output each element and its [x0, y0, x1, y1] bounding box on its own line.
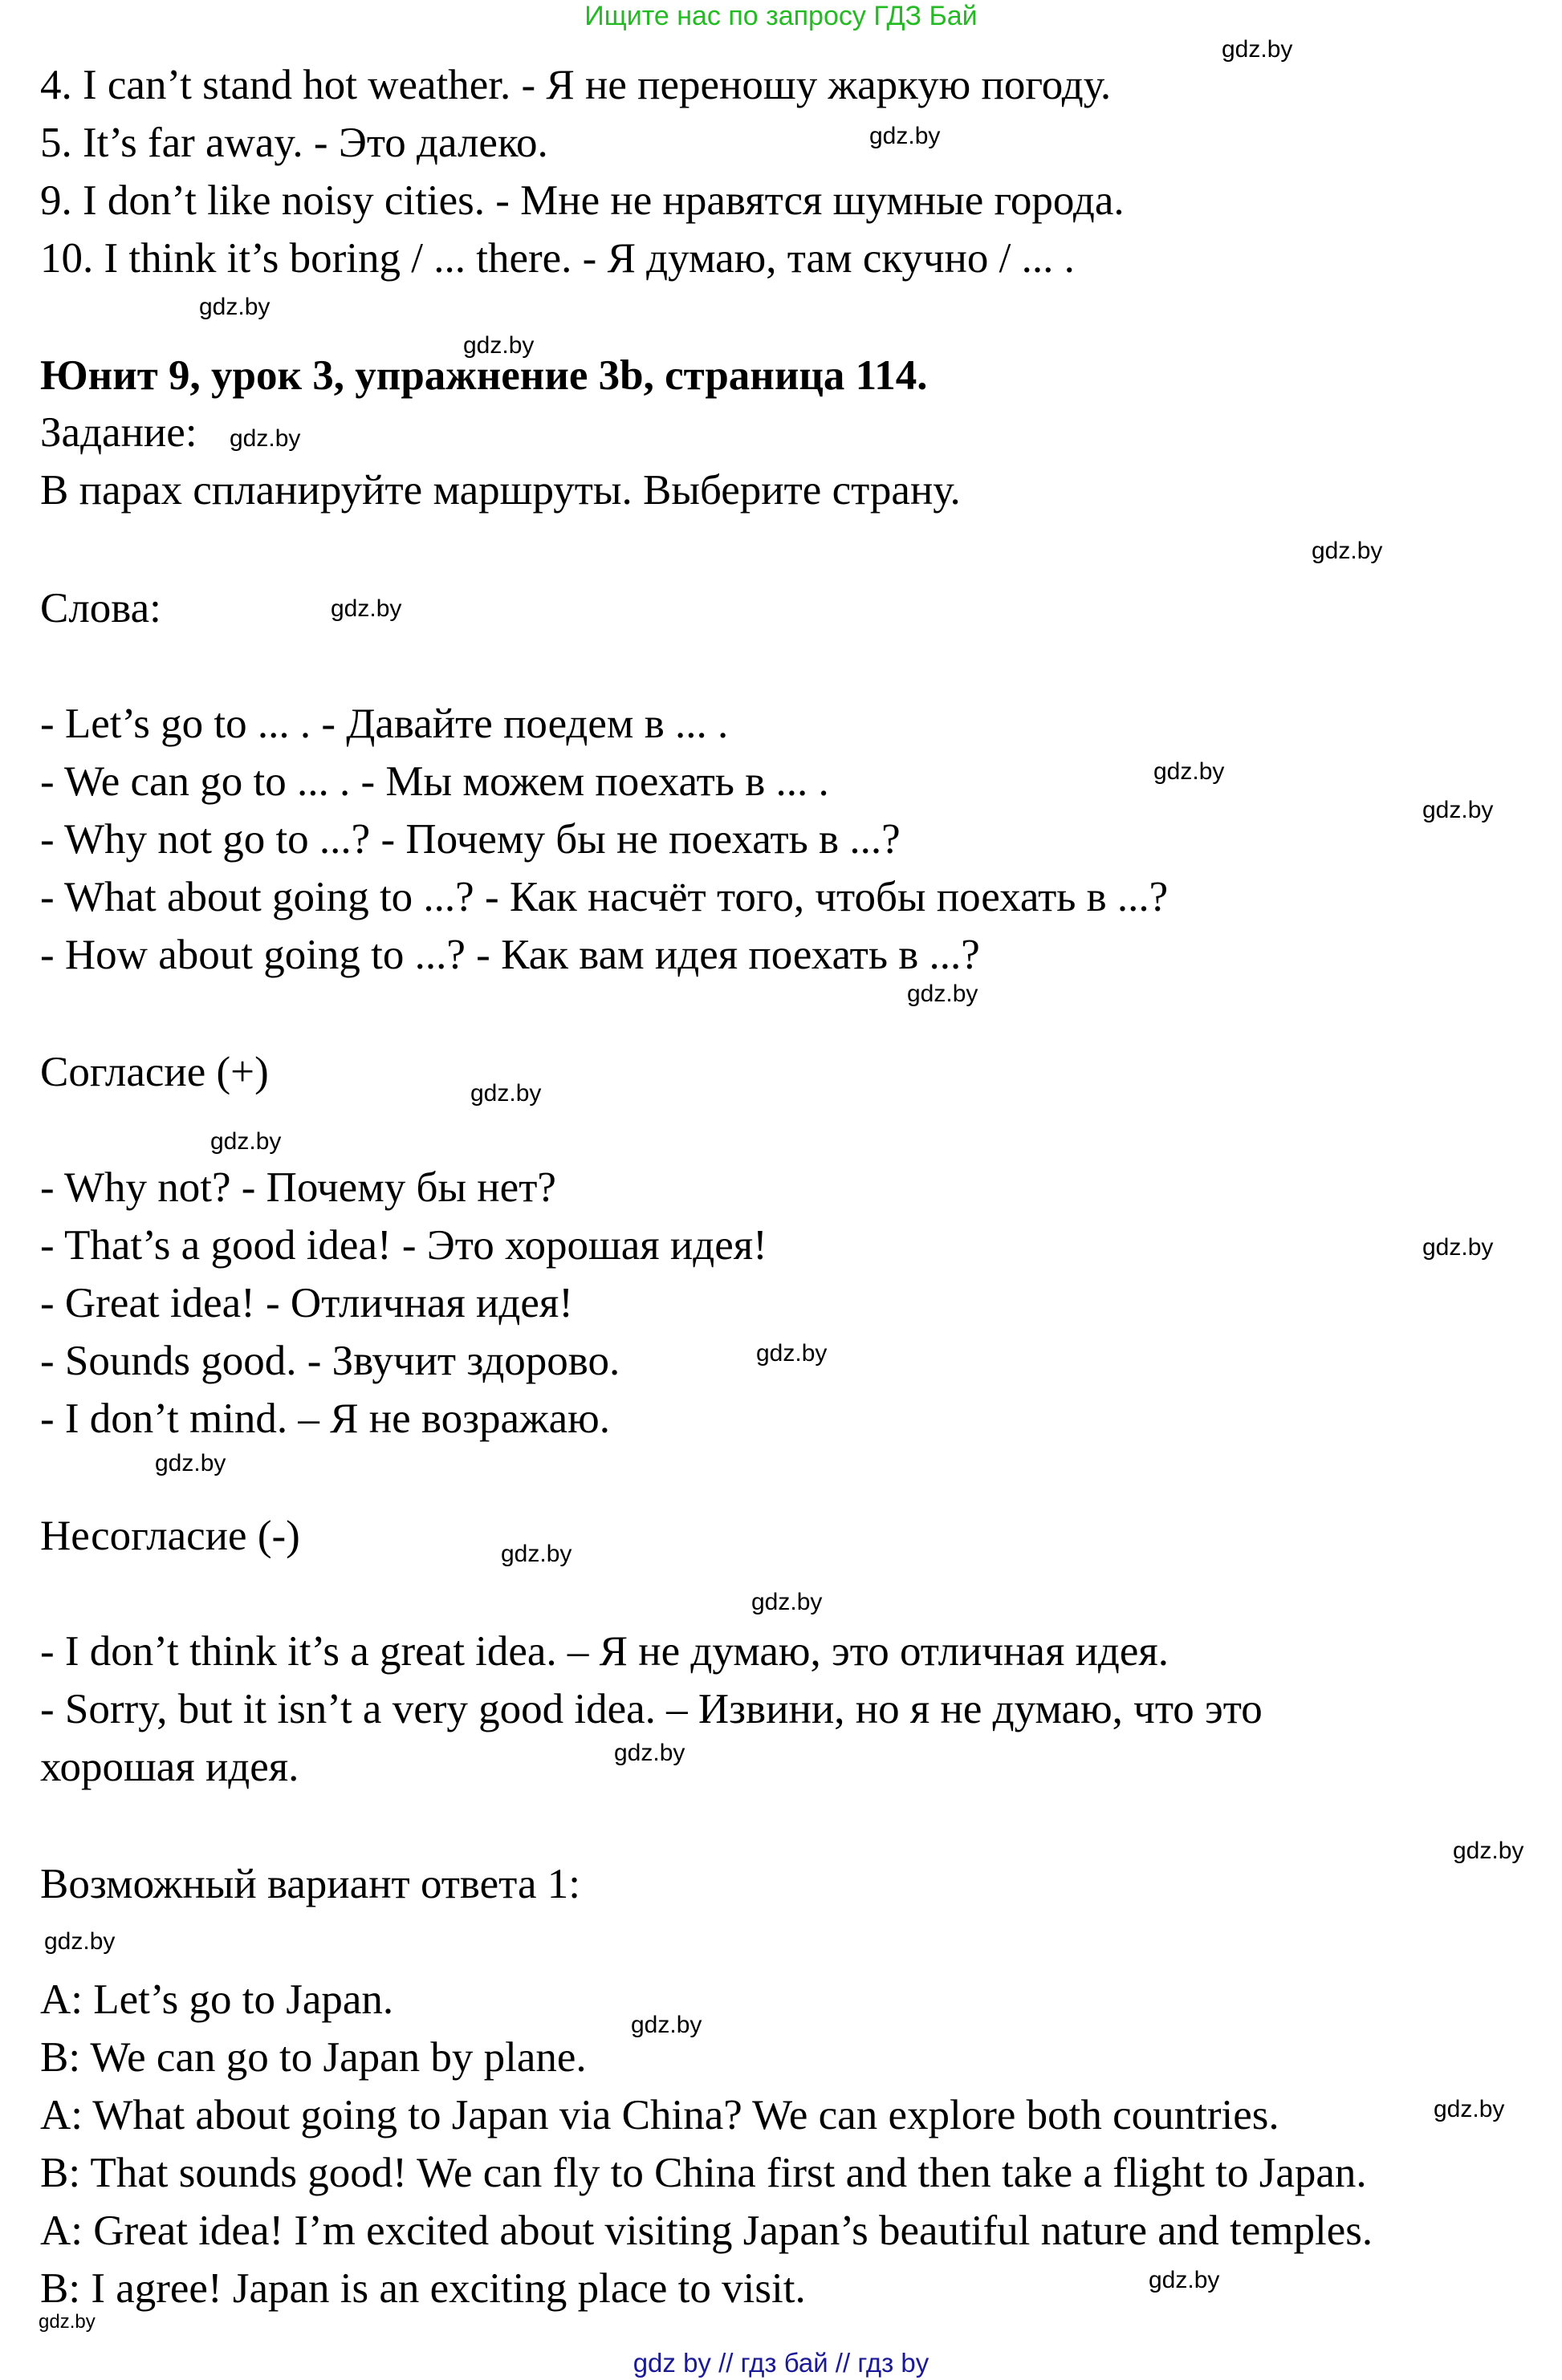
dialogue-line: A: Great idea! I’m excited about visiting Japan’s beautiful nature and temples. [40, 2207, 1373, 2254]
disagree-line: - I don’t think it’s a great idea. – Я не думаю, это отличная идея. [40, 1628, 1169, 1675]
watermark: gdz.by [155, 1450, 226, 1476]
disagree-line: хорошая идея. [40, 1744, 299, 1790]
watermark: gdz.by [501, 1541, 572, 1567]
watermark: gdz.by [1422, 797, 1494, 823]
watermark: gdz.by [1434, 2096, 1505, 2122]
watermark: gdz.by [39, 2311, 96, 2333]
task-text: В парах спланируйте маршруты. Выберите страну. [40, 467, 961, 514]
watermark: gdz.by [907, 981, 978, 1007]
exercise-heading: Юнит 9, урок 3, упражнение 3b, страница 114. [40, 352, 928, 399]
agree-line: - That’s a good idea! - Это хорошая идея! [40, 1222, 767, 1269]
watermark: gdz.by [1149, 2267, 1220, 2293]
watermark: gdz.by [631, 2012, 702, 2038]
disagree-line: - Sorry, but it isn’t a very good idea. – Извини, но я не думаю, что это [40, 1686, 1263, 1732]
phrase-line: - Why not go to ...? - Почему бы не поехать в ...? [40, 816, 901, 863]
phrase-line: - How about going to ...? - Как вам идея поехать в ...? [40, 932, 980, 978]
phrase-line: - We can go to ... . - Мы можем поехать в ... . [40, 758, 829, 805]
text-line: 5. It’s far away. - Это далеко. [40, 120, 548, 166]
watermark: gdz.by [1453, 1838, 1524, 1864]
footer-links[interactable]: gdz by // гдз бай // гдз by [633, 2348, 929, 2378]
watermark: gdz.by [199, 294, 271, 320]
dialogue-line: B: That sounds good! We can fly to China first and then take a flight to Japan. [40, 2150, 1367, 2196]
agree-label: Согласие (+) [40, 1049, 269, 1095]
watermark: gdz.by [230, 425, 301, 452]
watermark: gdz.by [751, 1589, 823, 1615]
watermark: gdz.by [869, 123, 941, 149]
dialogue-line: A: What about going to Japan via China? We can explore both countries. [40, 2092, 1279, 2138]
agree-line: - Sounds good. - Звучит здорово. [40, 1338, 620, 1384]
dialogue-line: A: Let’s go to Japan. [40, 1976, 394, 2023]
dialogue-line: B: We can go to Japan by plane. [40, 2034, 587, 2081]
text-line: 9. I don’t like noisy cities. - Мне не нравятся шумные города. [40, 177, 1125, 224]
phrase-line: - Let’s go to ... . - Давайте поедем в ... . [40, 701, 729, 747]
watermark: gdz.by [1422, 1234, 1494, 1261]
agree-line: - Why not? - Почему бы нет? [40, 1164, 556, 1211]
watermark: gdz.by [331, 595, 402, 622]
watermark: gdz.by [44, 1928, 116, 1955]
watermark: gdz.by [1222, 36, 1293, 63]
task-label: Задание: [40, 409, 197, 456]
watermark: gdz.by [614, 1740, 685, 1766]
watermark: gdz.by [210, 1128, 282, 1155]
agree-line: - I don’t mind. – Я не возражаю. [40, 1395, 611, 1442]
watermark: gdz.by [1153, 758, 1225, 785]
agree-line: - Great idea! - Отличная идея! [40, 1280, 573, 1326]
watermark: gdz.by [1312, 538, 1383, 564]
words-label: Слова: [40, 585, 161, 632]
disagree-label: Несогласие (-) [40, 1513, 300, 1559]
text-line: 4. I can’t stand hot weather. - Я не переношу жаркую погоду. [40, 62, 1112, 108]
watermark: gdz.by [756, 1340, 828, 1367]
watermark: gdz.by [470, 1080, 542, 1107]
watermark: gdz.by [463, 332, 535, 359]
answer-label: Возможный вариант ответа 1: [40, 1861, 580, 1907]
text-line: 10. I think it’s boring / ... there. - Я думаю, там скучно / ... . [40, 235, 1075, 282]
dialogue-line: B: I agree! Japan is an exciting place to visit. [40, 2265, 806, 2312]
phrase-line: - What about going to ...? - Как насчёт того, чтобы поехать в ...? [40, 874, 1169, 920]
search-banner[interactable]: Ищите нас по запросу ГДЗ Бай [584, 1, 978, 31]
